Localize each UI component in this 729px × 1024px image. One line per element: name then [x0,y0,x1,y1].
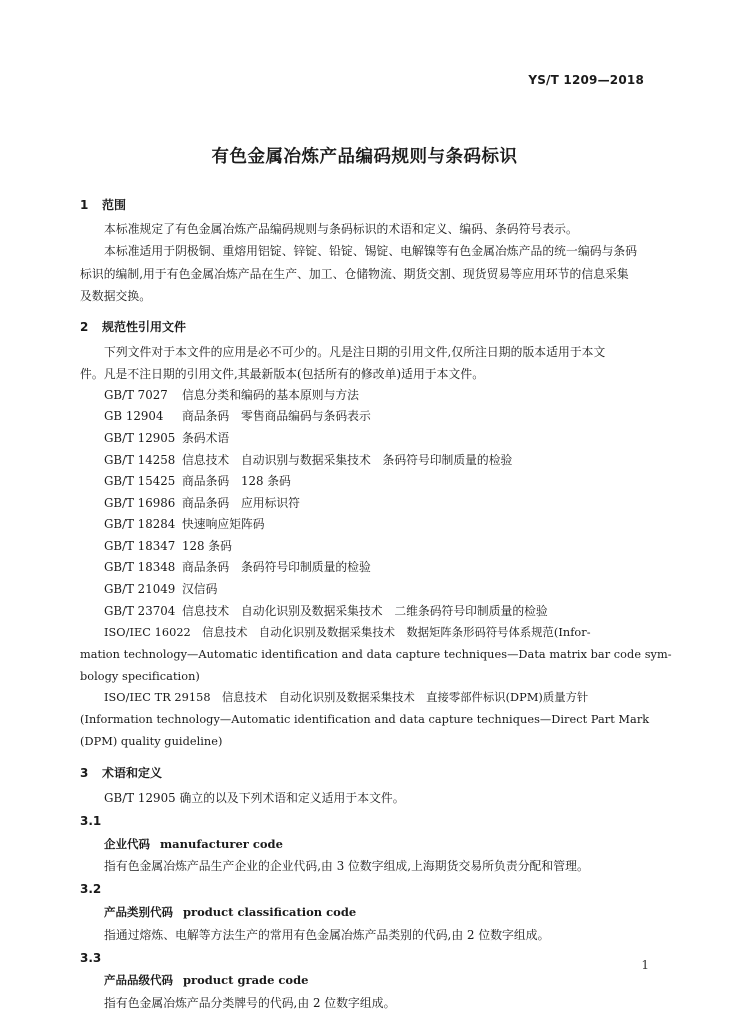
term-name-en: product classification code [183,905,357,919]
reference-item [104,580,217,597]
term-name [104,904,356,920]
paragraph: 本标准规定了有色金属冶炼产品编码规则与条码标识的术语和定义、编码、条码符号表示。 [104,222,578,236]
reference-title: 商品条码 128 条码 [182,474,291,488]
section-title: 术语和定义 [102,766,163,780]
reference-item [104,558,371,575]
paragraph: GB/T 12905 确立的以及下列术语和定义适用于本文件。 [104,791,405,805]
reference-iso-line: (DPM) quality guideline) [80,735,223,748]
term-number: 3.1 [80,814,102,828]
reference-title: 汉信码 [182,582,218,596]
reference-item [104,451,512,468]
paragraph-line: 本标准适用于阴极铜、重熔用铝锭、锌锭、铅锭、锡锭、电解镍等有色金属冶炼产品的统一编码与条码 [104,244,638,258]
section-3-heading [80,764,162,781]
term-name-cn: 产品类别代码 [104,905,173,919]
page-number: 1 [641,958,649,972]
reference-item [104,494,300,511]
reference-iso-line: bology specification) [80,670,200,683]
section-2-heading [80,318,186,335]
reference-title: 商品条码 零售商品编码与条码表示 [182,409,371,423]
reference-title: 信息分类和编码的基本原则与方法 [182,388,359,402]
reference-code: GB/T 23704 [104,604,176,618]
reference-code: GB/T 18348 [104,560,176,574]
standard-code: YS/T 1209—2018 [528,73,644,87]
document-title: 有色金属冶炼产品编码规则与条码标识 [211,147,518,167]
reference-code: GB/T 21049 [104,582,176,596]
section-number: 2 [80,320,89,334]
section-number: 3 [80,766,89,780]
reference-item [104,537,232,554]
paragraph-line: 及数据交换。 [80,289,152,303]
reference-code: GB/T 15425 [104,474,176,488]
reference-title: 快速响应矩阵码 [182,517,265,531]
reference-code: GB/T 14258 [104,453,176,467]
term-name-en: product grade code [183,973,309,987]
reference-title: 条码术语 [182,431,230,445]
paragraph-line: 件。凡是不注日期的引用文件,其最新版本(包括所有的修改单)适用于本文件。 [80,367,485,381]
term-definition: 指通过熔炼、电解等方法生产的常用有色金属冶炼产品类别的代码,由 2 位数字组成。 [104,928,550,942]
reference-code: GB/T 7027 [104,388,168,402]
reference-code: GB/T 12905 [104,431,176,445]
term-name-cn: 企业代码 [104,837,150,851]
term-definition: 指有色金属冶炼产品分类牌号的代码,由 2 位数字组成。 [104,996,396,1010]
reference-iso-line: ISO/IEC TR 29158 信息技术 自动化识别及数据采集技术 直接零部件标识(DPM)质量方针 [104,691,589,704]
term-name [104,972,308,988]
reference-item [104,429,229,446]
term-name-cn: 产品品级代码 [104,973,173,987]
reference-iso-line: (Information technology—Automatic identification and data capture techniques—Direct Part Mark [80,713,650,726]
reference-code: GB/T 18284 [104,517,176,531]
paragraph-line: 下列文件对于本文件的应用是必不可少的。凡是注日期的引用文件,仅所注日期的版本适用于本文 [104,345,606,359]
term-definition: 指有色金属冶炼产品生产企业的企业代码,由 3 位数字组成,上海期货交易所负责分配和管理。 [104,859,589,873]
reference-code: GB/T 16986 [104,496,176,510]
term-name-en: manufacturer code [160,837,283,851]
reference-title: 商品条码 条码符号印制质量的检验 [182,560,371,574]
reference-item [104,472,291,489]
reference-item [104,407,371,424]
reference-iso-line: ISO/IEC 16022 信息技术 自动化识别及数据采集技术 数据矩阵条形码符号体系规范(Infor- [104,626,591,639]
reference-item [104,602,548,619]
reference-title: 信息技术 自动化识别及数据采集技术 二维条码符号印制质量的检验 [182,604,548,618]
term-number: 3.3 [80,951,102,965]
reference-code: GB 12904 [104,409,164,423]
reference-title: 信息技术 自动识别与数据采集技术 条码符号印制质量的检验 [182,453,513,467]
term-name [104,836,283,852]
reference-title: 商品条码 应用标识符 [182,496,300,510]
term-number: 3.2 [80,882,102,896]
reference-item [104,515,265,532]
paragraph-line: 标识的编制,用于有色金属冶炼产品在生产、加工、仓储物流、期货交割、现货贸易等应用环节的信息采集 [80,267,629,281]
reference-iso-line: mation technology—Automatic identification and data capture techniques—Data matrix bar code sym- [80,648,672,661]
section-1-heading [80,196,126,213]
section-title: 规范性引用文件 [102,320,187,334]
section-title: 范围 [102,198,127,212]
reference-code: GB/T 18347 [104,539,176,553]
section-number: 1 [80,198,89,212]
reference-title: 128 条码 [182,539,232,553]
reference-item [104,386,359,403]
